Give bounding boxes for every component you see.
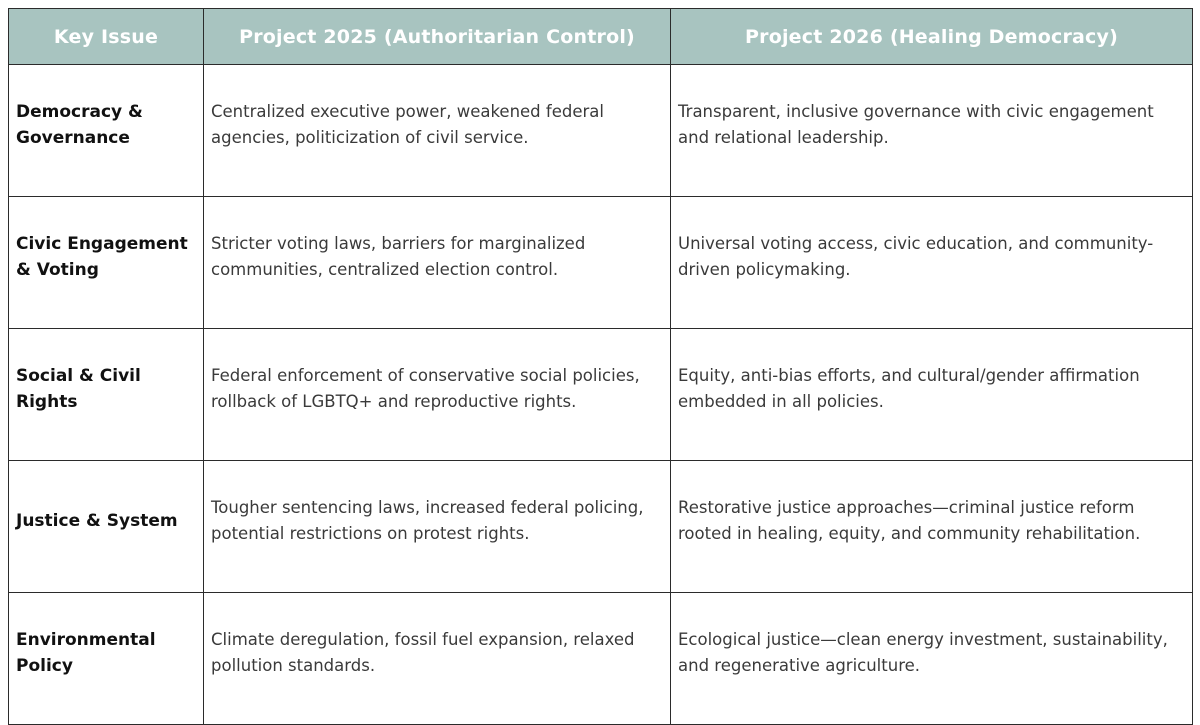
key-issue-cell: Civic Engagement & Voting	[9, 197, 204, 329]
project-2026-cell: Ecological justice—clean energy investment, sustainability, and regenerative agriculture.	[671, 593, 1193, 725]
project-2025-cell: Tougher sentencing laws, increased federal policing, potential restrictions on protest rights.	[204, 461, 671, 593]
project-2026-cell: Transparent, inclusive governance with civic engagement and relational leadership.	[671, 65, 1193, 197]
table-row	[9, 65, 1193, 197]
key-issue-cell: Environmental Policy	[9, 593, 204, 725]
table-row	[9, 593, 1193, 725]
table-row	[9, 329, 1193, 461]
table-row	[9, 461, 1193, 593]
comparison-table	[8, 8, 1193, 725]
key-issue-cell: Democracy & Governance	[9, 65, 204, 197]
table-header	[9, 9, 1193, 65]
project-2025-cell: Stricter voting laws, barriers for marginalized communities, centralized election control.	[204, 197, 671, 329]
header-row	[9, 9, 1193, 65]
project-2026-cell: Universal voting access, civic education, and community-driven policymaking.	[671, 197, 1193, 329]
table-row	[9, 197, 1193, 329]
key-issue-cell: Justice & System	[9, 461, 204, 593]
project-2025-cell: Climate deregulation, fossil fuel expansion, relaxed pollution standards.	[204, 593, 671, 725]
header-project-2026: Project 2026 (Healing Democracy)	[671, 9, 1193, 65]
project-2026-cell: Restorative justice approaches—criminal justice reform rooted in healing, equity, and community rehabilitation.	[671, 461, 1193, 593]
table-body	[9, 65, 1193, 725]
project-2025-cell: Centralized executive power, weakened federal agencies, politicization of civil service.	[204, 65, 671, 197]
key-issue-cell: Social & Civil Rights	[9, 329, 204, 461]
project-2026-cell: Equity, anti-bias efforts, and cultural/gender affirmation embedded in all policies.	[671, 329, 1193, 461]
header-project-2025: Project 2025 (Authoritarian Control)	[204, 9, 671, 65]
project-2025-cell: Federal enforcement of conservative social policies, rollback of LGBTQ+ and reproductive rights.	[204, 329, 671, 461]
header-key-issue: Key Issue	[9, 9, 204, 65]
